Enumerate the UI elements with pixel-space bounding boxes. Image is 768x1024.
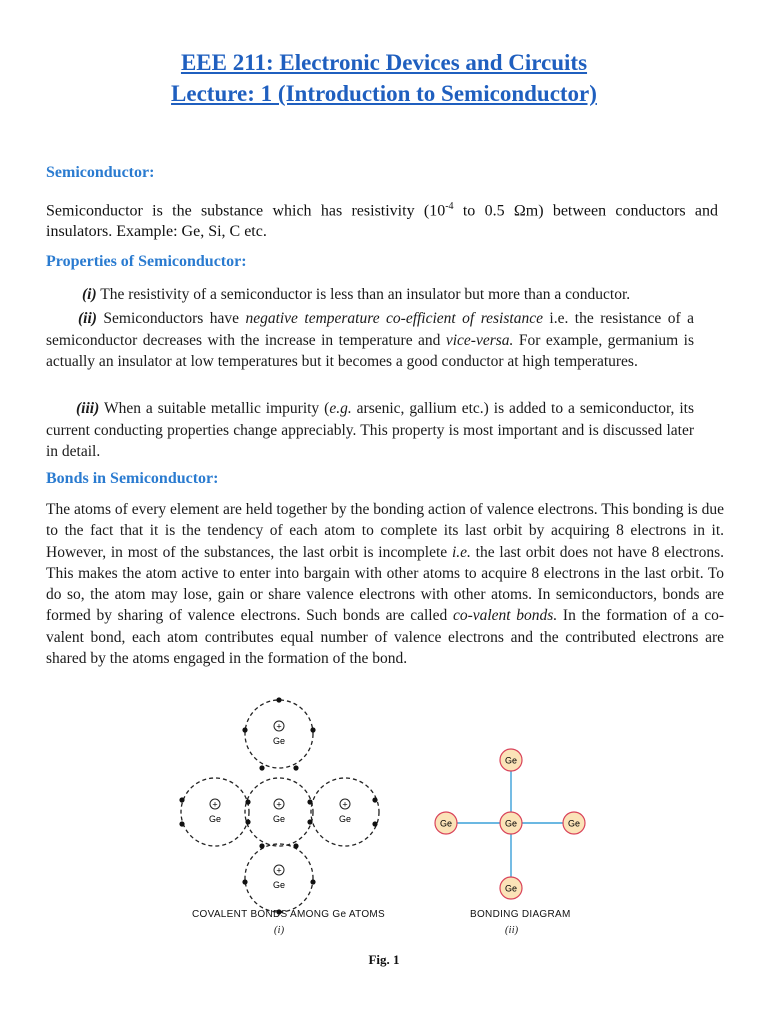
ge-atom: [181, 778, 249, 846]
valence-electron: [245, 799, 250, 804]
valence-electron: [179, 821, 184, 826]
valence-electron: [293, 765, 298, 770]
ge-node: [500, 812, 522, 834]
atom-label: Ge: [208, 814, 222, 824]
valence-electron: [372, 797, 377, 802]
semiconductor-definition: Semiconductor is the substance which has resistivity ($10^{-4}$ to 0.5 Ωm) between conductors and insulators. Example: Ge, Si, C etc.: [46, 201, 719, 241]
plus-sign: +: [342, 799, 348, 810]
atom-label: Ge: [338, 814, 352, 824]
valence-electron: [307, 819, 312, 824]
plus-sign: +: [212, 799, 218, 810]
node-label: Ge: [439, 818, 453, 829]
ge-node: [435, 812, 457, 834]
valence-electron: [310, 879, 315, 884]
valence-electron: [307, 799, 312, 804]
ge-node: [500, 877, 522, 899]
figure-number: Fig. 1: [368, 952, 400, 967]
ge-atom: [245, 700, 313, 768]
property-item-2: (ii) Semiconductors have negative temperature co-efficient of resistance i.e. the resistance of a semiconductor decreases with the increase in temperature and vice-versa. For example, germanium is actually an insulator at low temperatures but it becomes a good conductor at high temperatures.: [46, 310, 694, 370]
plus-sign: +: [276, 865, 282, 876]
valence-electron: [259, 843, 264, 848]
plus-sign: +: [276, 721, 282, 732]
bonds-paragraph: The atoms of every element are held together by the bonding action of valence electrons. This bonding is due to the fact that it is the tendency of each atom to complete its last orbit by acquiring 8 electrons in it. However, in most of the substances, the last orbit is incomplete i.e. the last orbit does not have 8 electrons. This makes the atom active to enter into bargain with other atoms to acquire 8 electrons in the last orbit. To do so, the atom may lose, gain or share valence electrons with other atoms. In semiconductors, bonds are formed by sharing of valence electrons. Such bonds are called co-valent bonds. In the formation of a co-valent bond, each atom contributes equal number of valence electrons and the contributed electrons are shared by the atoms engaged in the formation of the bond.: [46, 501, 724, 668]
atom-orbit: [311, 778, 379, 846]
heading-bonds: Bonds in Semiconductor:: [46, 470, 219, 487]
ge-atom: [245, 844, 313, 912]
valence-electron: [245, 819, 250, 824]
atom-label: Ge: [272, 814, 286, 824]
page-title-course: EEE 211: Electronic Devices and Circuits: [180, 50, 588, 75]
atom-label: Ge: [272, 736, 286, 746]
caption-sub-i: (i): [274, 925, 285, 936]
valence-electron: [259, 765, 264, 770]
bonding-diagram: [435, 749, 585, 899]
heading-semiconductor: Semiconductor:: [46, 164, 155, 181]
plus-sign: +: [276, 799, 282, 810]
node-label: Ge: [567, 818, 581, 829]
atom-orbit: [181, 778, 249, 846]
ge-node: [563, 812, 585, 834]
atom-label: Ge: [272, 880, 286, 890]
ge-node: [500, 749, 522, 771]
caption-bonding-diagram: BONDING DIAGRAM: [470, 909, 571, 920]
atom-orbit: [245, 778, 313, 846]
caption-covalent-bonds: COVALENT BONDS AMONG Ge ATOMS: [192, 909, 386, 920]
valence-electron: [276, 697, 281, 702]
property-item-3: (iii) When a suitable metallic impurity (e.g. arsenic, gallium etc.) is added to a semiconductor, its current conducting properties change appreciably. This property is most important and is discussed later in detail.: [46, 400, 694, 460]
valence-electron: [372, 821, 377, 826]
property-item-1: (i) The resistivity of a semiconductor is less than an insulator but more than a conductor.: [82, 286, 631, 303]
ge-atom: [245, 778, 313, 846]
page-title-lecture: Lecture: 1 (Introduction to Semiconductor): [171, 81, 597, 106]
node-label: Ge: [504, 818, 518, 829]
atom-orbit: [245, 700, 313, 768]
valence-electron: [242, 879, 247, 884]
heading-properties: Properties of Semiconductor:: [46, 253, 247, 270]
atom-orbit: [245, 844, 313, 912]
valence-electron: [310, 727, 315, 732]
node-label: Ge: [504, 883, 518, 894]
valence-electron: [293, 843, 298, 848]
valence-electron: [179, 797, 184, 802]
node-label: Ge: [504, 755, 518, 766]
caption-sub-ii: (ii): [505, 925, 519, 936]
valence-electron: [242, 727, 247, 732]
covalent-bonds-diagram: [179, 697, 379, 914]
ge-atom: [311, 778, 379, 846]
